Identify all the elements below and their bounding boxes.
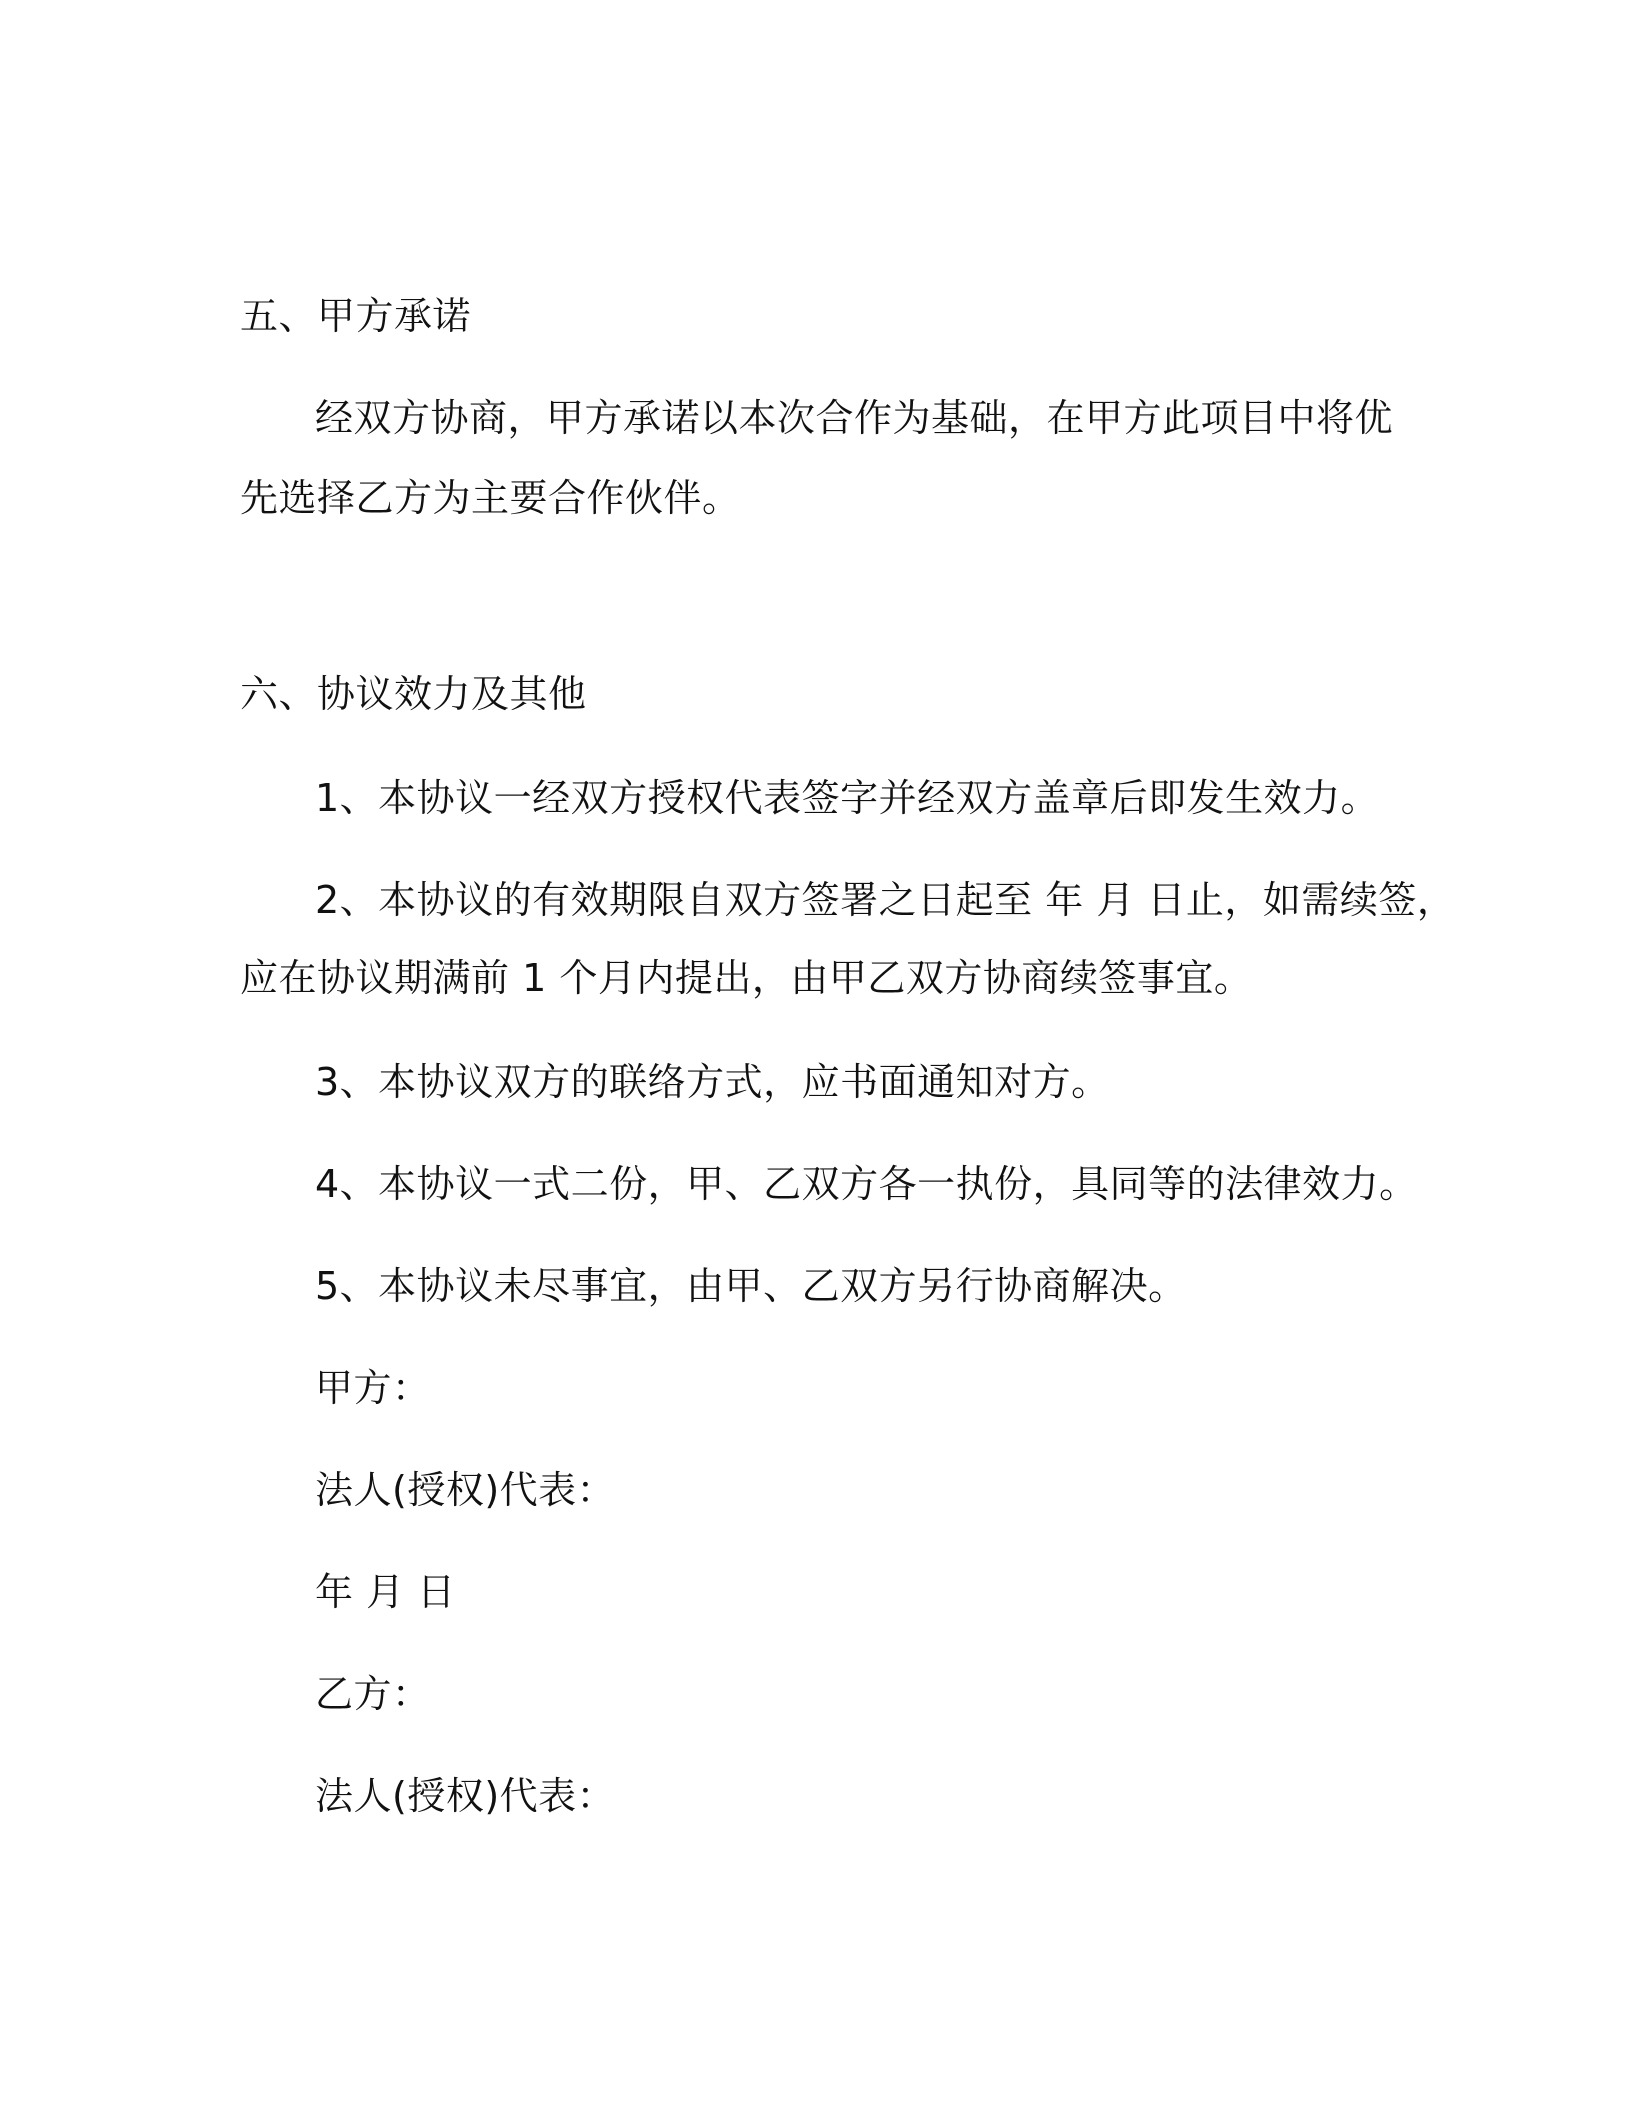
clause-4: 4、本协议一式二份，甲、乙双方各一执份，具同等的法律效力。 [315,1162,1418,1206]
signature-date-label: 年 月 日 [315,1570,456,1614]
party-b-label: 乙方： [315,1672,431,1716]
party-a-representative-label: 法人(授权)代表： [315,1468,616,1512]
section-5-heading: 五、甲方承诺 [240,294,472,338]
clause-3: 3、本协议双方的联络方式，应书面通知对方。 [315,1060,1110,1104]
section-6-heading: 六、协议效力及其他 [240,672,587,716]
party-a-label: 甲方： [315,1366,431,1410]
section-5-paragraph-line-2: 先选择乙方为主要合作伙伴。 [240,476,741,520]
clause-1: 1、本协议一经双方授权代表签字并经双方盖章后即发生效力。 [315,776,1380,820]
party-b-representative-label: 法人(授权)代表： [315,1774,616,1818]
section-5-paragraph-line-1: 经双方协商，甲方承诺以本次合作为基础，在甲方此项目中将优 [315,396,1394,440]
clause-5: 5、本协议未尽事宜，由甲、乙双方另行协商解决。 [315,1264,1187,1308]
clause-2-line-1: 2、本协议的有效期限自双方签署之日起至 年 月 日止，如需续签， [315,878,1456,922]
clause-2-line-2: 应在协议期满前 1 个月内提出，由甲乙双方协商续签事宜。 [240,956,1253,1000]
